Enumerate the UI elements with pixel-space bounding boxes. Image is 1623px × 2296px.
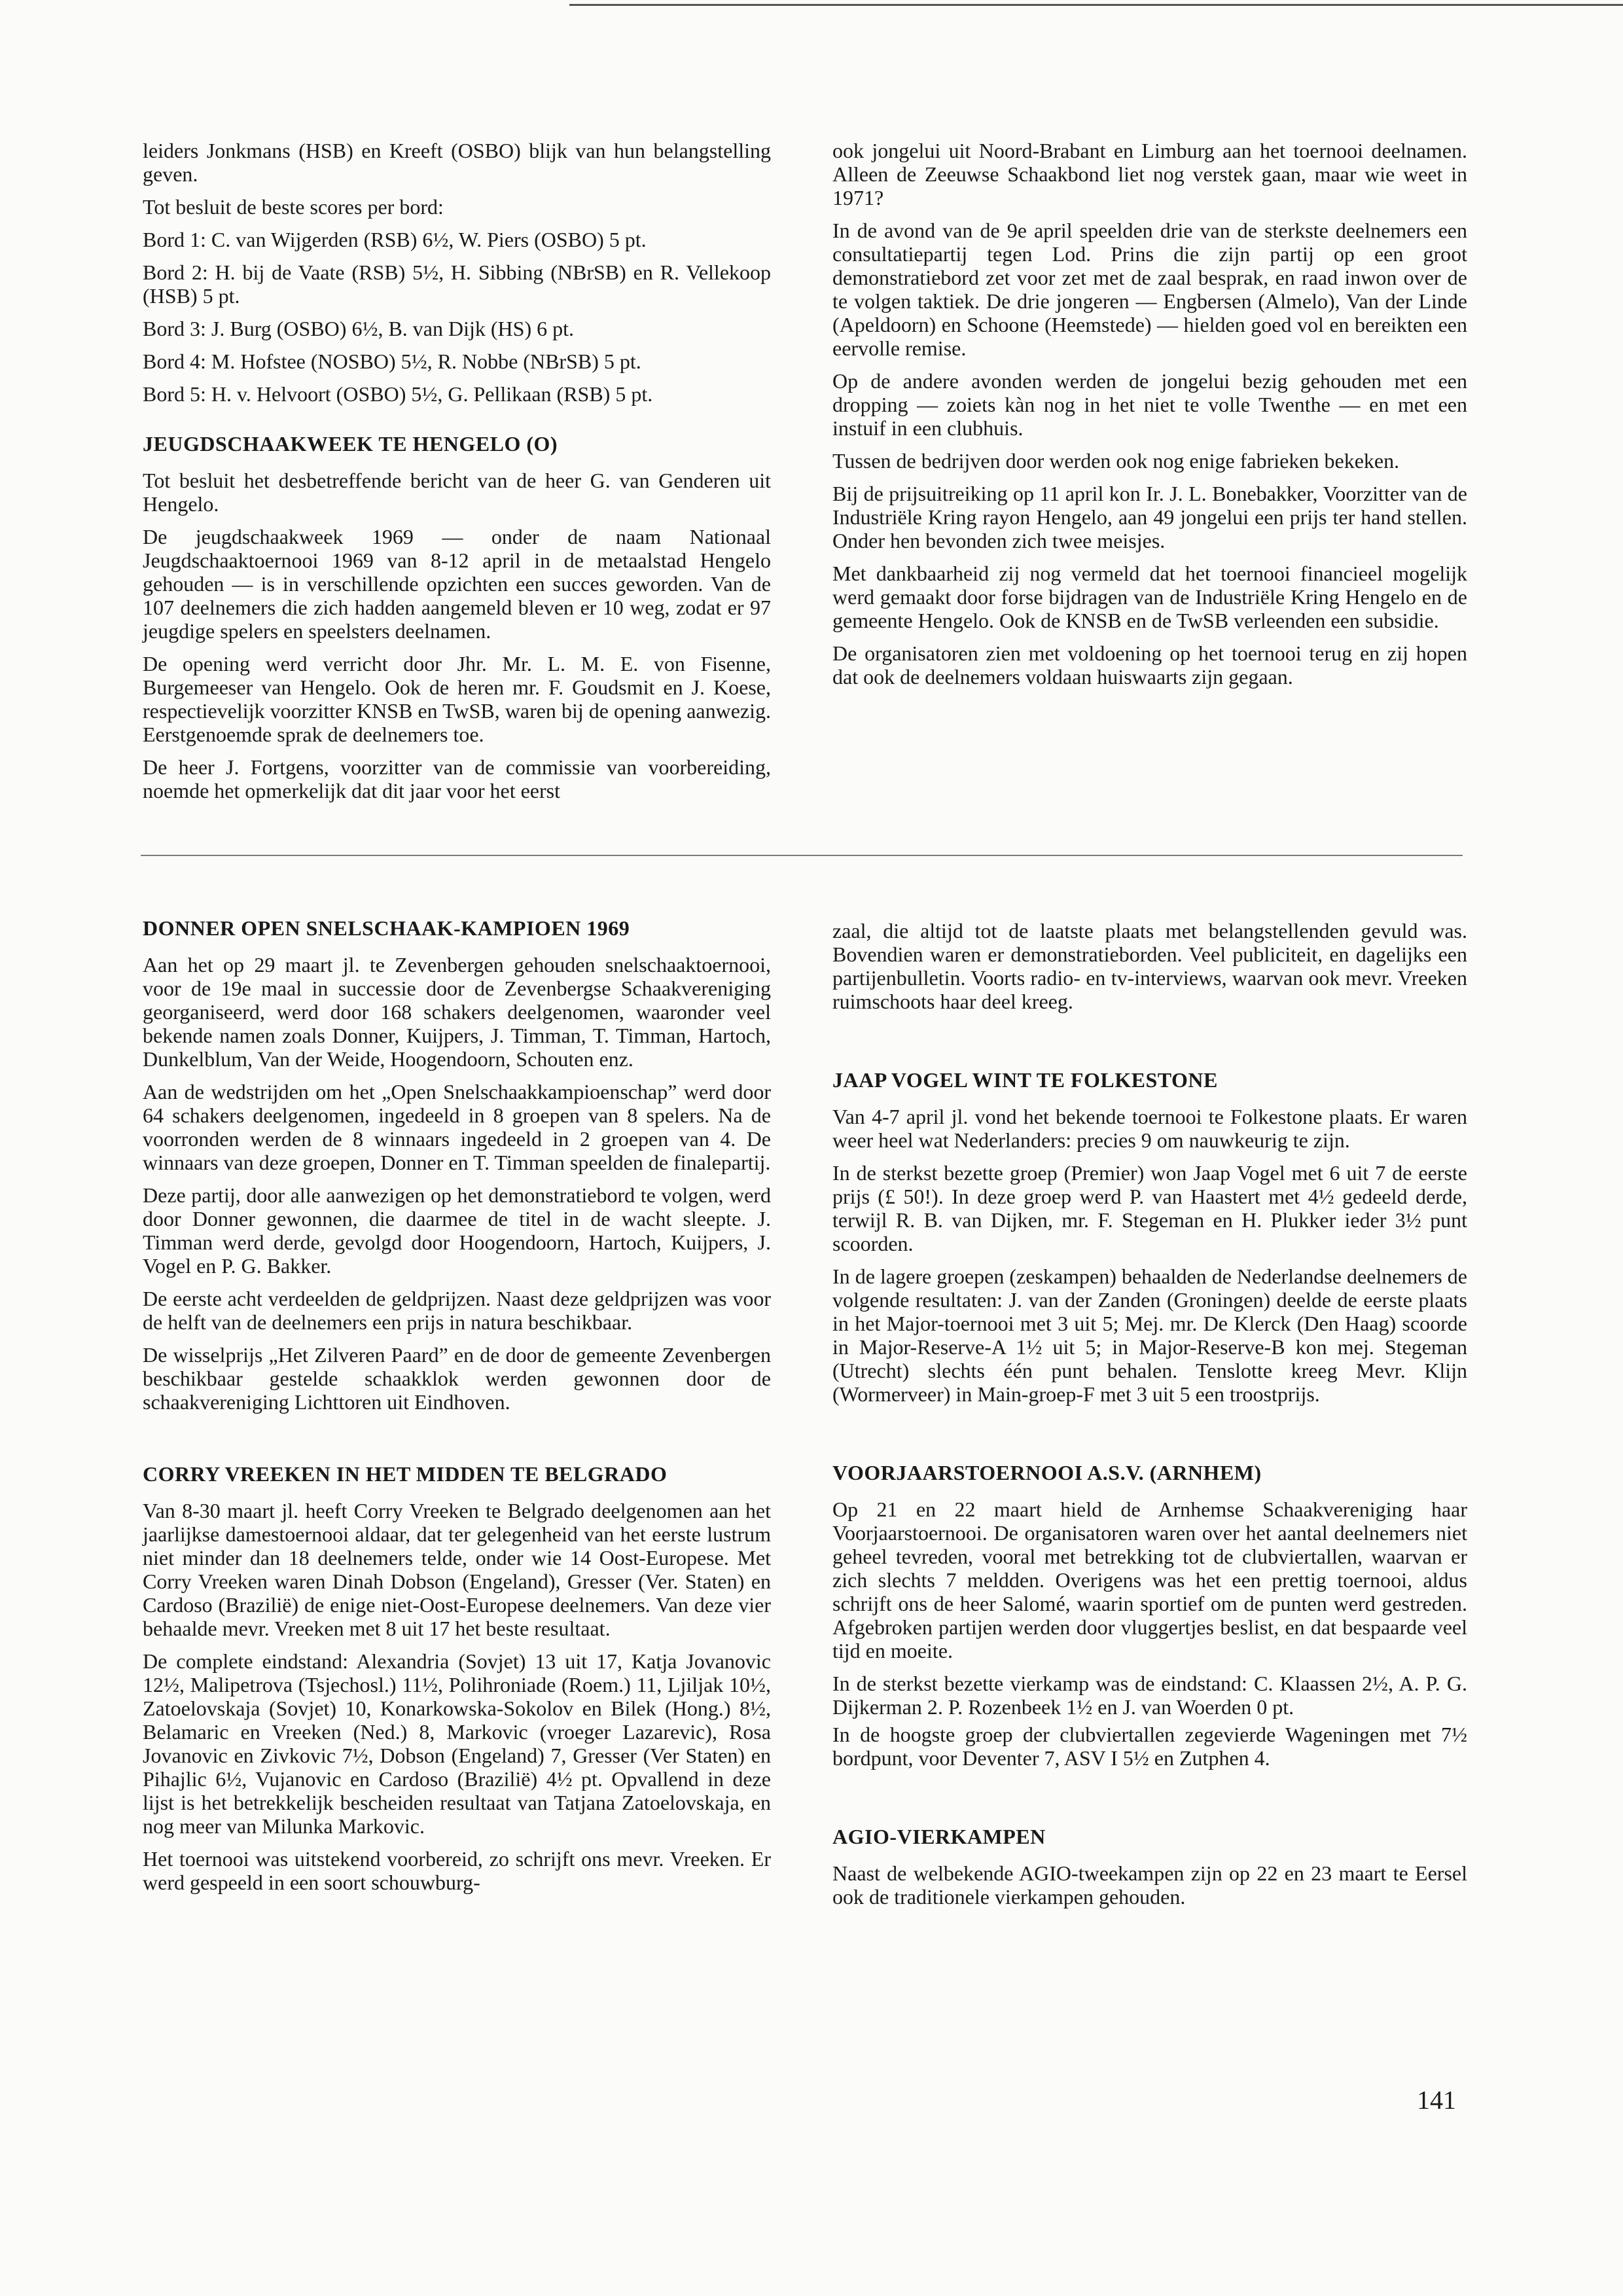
paragraph: In de hoogste groep der clubviertallen zegevierde Wageningen met 7½ bordpunt, voor Deventer 7, ASV I 5½ en Zutphen 4. bbox=[832, 1723, 1467, 1770]
board-score: Bord 5: H. v. Helvoort (OSBO) 5½, G. Pellikaan (RSB) 5 pt. bbox=[143, 382, 653, 406]
board-score: Bord 3: J. Burg (OSBO) 6½, B. van Dijk (HS) 6 pt. bbox=[143, 317, 574, 340]
paragraph: De jeugdschaakweek 1969 — onder de naam Nationaal Jeugdschaaktoernooi 1969 van 8-12 april in de metaalstad Hengelo gehouden — is in verschillende opzichten een succes geworden. Van de 107 deelnemers die zich hadden aangemeld bleven er 10 weg, zodat er 97 jeugdige spelers en speelsters deelnamen. bbox=[143, 525, 771, 643]
paragraph: leiders Jonkmans (HSB) en Kreeft (OSBO) blijk van hun belangstelling geven. bbox=[143, 139, 771, 186]
paragraph: De wisselprijs „Het Zilveren Paard” en de door de gemeente Zevenbergen beschikbaar gestelde schaakklok werden gewonnen door de schaakvereniging Lichttoren uit Eindhoven. bbox=[143, 1343, 771, 1414]
paragraph: In de lagere groepen (zeskampen) behaalden de Nederlandse deelnemers de volgende resultaten: J. van der Zanden (Groningen) deelde de eerste plaats in het Major-toernooi met 3 uit 5; Mej. mr. De Klerck (Den Haag) scoorde in Major-Reserve-A 1½ uit 5; in Major-Reserve-B kon mej. Stegeman (Utrecht) slechts één punt behalen. Tenslotte kreeg Mevr. Klijn (Wormerveer) in Main-groep-F met 3 uit 5 een troostprijs. bbox=[832, 1265, 1467, 1406]
section-heading: JEUGDSCHAAKWEEK TE HENGELO (O) bbox=[143, 432, 558, 456]
paragraph: Tot besluit het desbetreffende bericht van de heer G. van Genderen uit Hengelo. bbox=[143, 469, 771, 516]
paragraph: Bij de prijsuitreiking op 11 april kon Ir. J. L. Bonebakker, Voorzitter van de Industriële Kring rayon Hengelo, aan 49 jongelui een prijs ter hand stellen. Onder hen bevonden zich twee meisjes. bbox=[832, 482, 1467, 552]
paragraph: Naast de welbekende AGIO-tweekampen zijn op 22 en 23 maart te Eersel ook de traditionele vierkampen gehouden. bbox=[832, 1861, 1467, 1909]
column-bottom-left bbox=[143, 916, 771, 1903]
paragraph: Tussen de bedrijven door werden ook nog enige fabrieken bekeken. bbox=[832, 449, 1400, 473]
section-heading: AGIO-VIERKAMPEN bbox=[832, 1825, 1046, 1848]
section-heading: VOORJAARSTOERNOOI A.S.V. (ARNHEM) bbox=[832, 1461, 1262, 1484]
paragraph: Deze partij, door alle aanwezigen op het demonstratiebord te volgen, werd door Donner gewonnen, die daarmee de titel in de wacht sleepte. J. Timman werd derde, gevolgd door Hoogendoorn, Hartoch, Kuijpers, J. Vogel en P. G. Bakker. bbox=[143, 1183, 771, 1278]
paragraph: Op 21 en 22 maart hield de Arnhemse Schaakvereniging haar Voorjaarstoernooi. De organisatoren waren over het aantal deelnemers niet geheel tevreden, vooral met betrekking tot de clubviertallen, waarvan er zich slechts 7 meldden. Overigens was het een prettig toernooi, aldus schrijft ons de heer Salomé, waarin sportief om de punten werd gestreden. Afgebroken partijen werden door vluggertjes beslist, en dat bespaarde veel tijd en moeite. bbox=[832, 1498, 1467, 1662]
paragraph: Tot besluit de beste scores per bord: bbox=[143, 195, 444, 219]
paragraph: De organisatoren zien met voldoening op het toernooi terug en zij hopen dat ook de deelnemers voldaan huiswaarts zijn gegaan. bbox=[832, 641, 1467, 689]
column-top-right bbox=[832, 139, 1467, 698]
paragraph: De opening werd verricht door Jhr. Mr. L. M. E. von Fisenne, Burgemeeser van Hengelo. Ook de heren mr. F. Goudsmit en J. Koese, respectievelijk voorzitter KNSB en TwSB, waren bij de opening aanwezig. Eerstgenoemde sprak de deelnemers toe. bbox=[143, 652, 771, 746]
board-score: Bord 1: C. van Wijgerden (RSB) 6½, W. Piers (OSBO) 5 pt. bbox=[143, 228, 647, 251]
top-rule bbox=[569, 4, 1623, 6]
section-heading: CORRY VREEKEN IN HET MIDDEN TE BELGRADO bbox=[143, 1462, 668, 1486]
paragraph: Aan de wedstrijden om het „Open Snelschaakkampioenschap” werd door 64 schakers deelgenomen, ingedeeld in 8 groepen van 8 spelers. Na de voorronden werden de 8 winnaars ingedeeld in 2 groepen van 4. De winnaars van deze groepen, Donner en T. Timman speelden de finalepartij. bbox=[143, 1080, 771, 1174]
section-divider bbox=[141, 855, 1463, 856]
page-number: 141 bbox=[1417, 2085, 1456, 2115]
paragraph: Van 8-30 maart jl. heeft Corry Vreeken te Belgrado deelgenomen aan het jaarlijkse damestoernooi aldaar, dat ter gelegenheid van het eerste lustrum niet minder dan 18 deelnemers telde, onder wie 14 Oost-Europese. Met Corry Vreeken waren Dinah Dobson (Engeland), Gresser (Ver. Staten) en Cardoso (Brazilië) de enige niet-Oost-Europese deelnemers. Van deze vier behaalde mevr. Vreeken met 8 uit 17 het beste resultaat. bbox=[143, 1499, 771, 1640]
column-top-left bbox=[143, 139, 771, 812]
board-score: Bord 4: M. Hofstee (NOSBO) 5½, R. Nobbe (NBrSB) 5 pt. bbox=[143, 350, 641, 373]
paragraph: De eerste acht verdeelden de geldprijzen. Naast deze geldprijzen was voor de helft van de deelnemers een prijs in natura beschikbaar. bbox=[143, 1287, 771, 1334]
paragraph: In de sterkst bezette vierkamp was de eindstand: C. Klaassen 2½, A. P. G. Dijkerman 2. P. Rozenbeek 1½ en J. van Woerden 0 pt. bbox=[832, 1672, 1467, 1719]
paragraph: Het toernooi was uitstekend voorbereid, zo schrijft ons mevr. Vreeken. Er werd gespeeld in een soort schouwburg- bbox=[143, 1847, 771, 1894]
paragraph: In de avond van de 9e april speelden drie van de sterkste deelnemers een consultatiepartij tegen Lod. Prins die zijn partij op een groot demonstratiebord zet voor zet met de zaal besprak, en raad inwon over de te volgen taktiek. De drie jongeren — Engbersen (Almelo), Van der Linde (Apeldoorn) en Schoone (Heemstede) — hielden goed vol en bereikten een eervolle remise. bbox=[832, 219, 1467, 360]
column-bottom-right bbox=[832, 919, 1467, 1918]
section-heading: DONNER OPEN SNELSCHAAK-KAMPIOEN 1969 bbox=[143, 916, 630, 940]
paragraph: ook jongelui uit Noord-Brabant en Limburg aan het toernooi deelnamen. Alleen de Zeeuwse Schaakbond liet nog verstek gaan, maar wie weet in 1971? bbox=[832, 139, 1467, 209]
paragraph: De complete eindstand: Alexandria (Sovjet) 13 uit 17, Katja Jovanovic 12½, Malipetrova (Tsjechosl.) 11½, Polihroniade (Roem.) 11, Ljiljak 10½, Zatoelovskaja (Sovjet) 10, Konarkowska-Sokolov en Bilek (Hong.) 8½, Belamaric en Vreeken (Ned.) 8, Markovic (vroeger Lazarevic), Rosa Jovanovic en Zivkovic 7½, Dobson (Engeland) 7, Gresser (Ver Staten) en Pihajlic 6½, Vujanovic en Cardoso (Brazilië) 4½ pt. Opvallend in deze lijst is het betrekkelijk bescheiden resultaat van Tatjana Zatoelovskaja, en nog meer van Milunka Markovic. bbox=[143, 1649, 771, 1838]
paragraph: zaal, die altijd tot de laatste plaats met belangstellenden gevuld was. Bovendien waren er demonstratieborden. Veel publiciteit, en dagelijks een partijenbulletin. Voorts radio- en tv-interviews, waarvan ook mevr. Vreeken ruimschoots haar deel kreeg. bbox=[832, 919, 1467, 1013]
paragraph: Van 4-7 april jl. vond het bekende toernooi te Folkestone plaats. Er waren weer heel wat Nederlanders: precies 9 om nauwkeurig te zijn. bbox=[832, 1105, 1467, 1152]
board-score: Bord 2: H. bij de Vaate (RSB) 5½, H. Sibbing (NBrSB) en R. Vellekoop (HSB) 5 pt. bbox=[143, 260, 771, 308]
paragraph: Aan het op 29 maart jl. te Zevenbergen gehouden snelschaaktoernooi, voor de 19e maal in successie door de Zevenbergse Schaakvereniging georganiseerd, werd door 168 schakers deelgenomen, waaronder veel bekende namen zoals Donner, Kuijpers, J. Timman, T. Timman, Hartoch, Dunkelblum, Van der Weide, Hoogendoorn, Schouten enz. bbox=[143, 953, 771, 1071]
paragraph: Op de andere avonden werden de jongelui bezig gehouden met een dropping — zoiets kàn nog in het niet te volle Twenthe — en met een instuif in een clubhuis. bbox=[832, 369, 1467, 440]
section-heading: JAAP VOGEL WINT TE FOLKESTONE bbox=[832, 1068, 1218, 1092]
paragraph: De heer J. Fortgens, voorzitter van de commissie van voorbereiding, noemde het opmerkelijk dat dit jaar voor het eerst bbox=[143, 755, 771, 802]
paragraph: In de sterkst bezette groep (Premier) won Jaap Vogel met 6 uit 7 de eerste prijs (£ 50!). In deze groep werd P. van Haastert met 4½ gedeeld derde, terwijl R. B. van Dijken, mr. F. Stegeman en H. Plukker ieder 3½ punt scoorden. bbox=[832, 1161, 1467, 1255]
paragraph: Met dankbaarheid zij nog vermeld dat het toernooi financieel mogelijk werd gemaakt door forse bijdragen van de Industriële Kring Hengelo en de gemeente Hengelo. Ook de KNSB en de TwSB verleenden een subsidie. bbox=[832, 562, 1467, 632]
